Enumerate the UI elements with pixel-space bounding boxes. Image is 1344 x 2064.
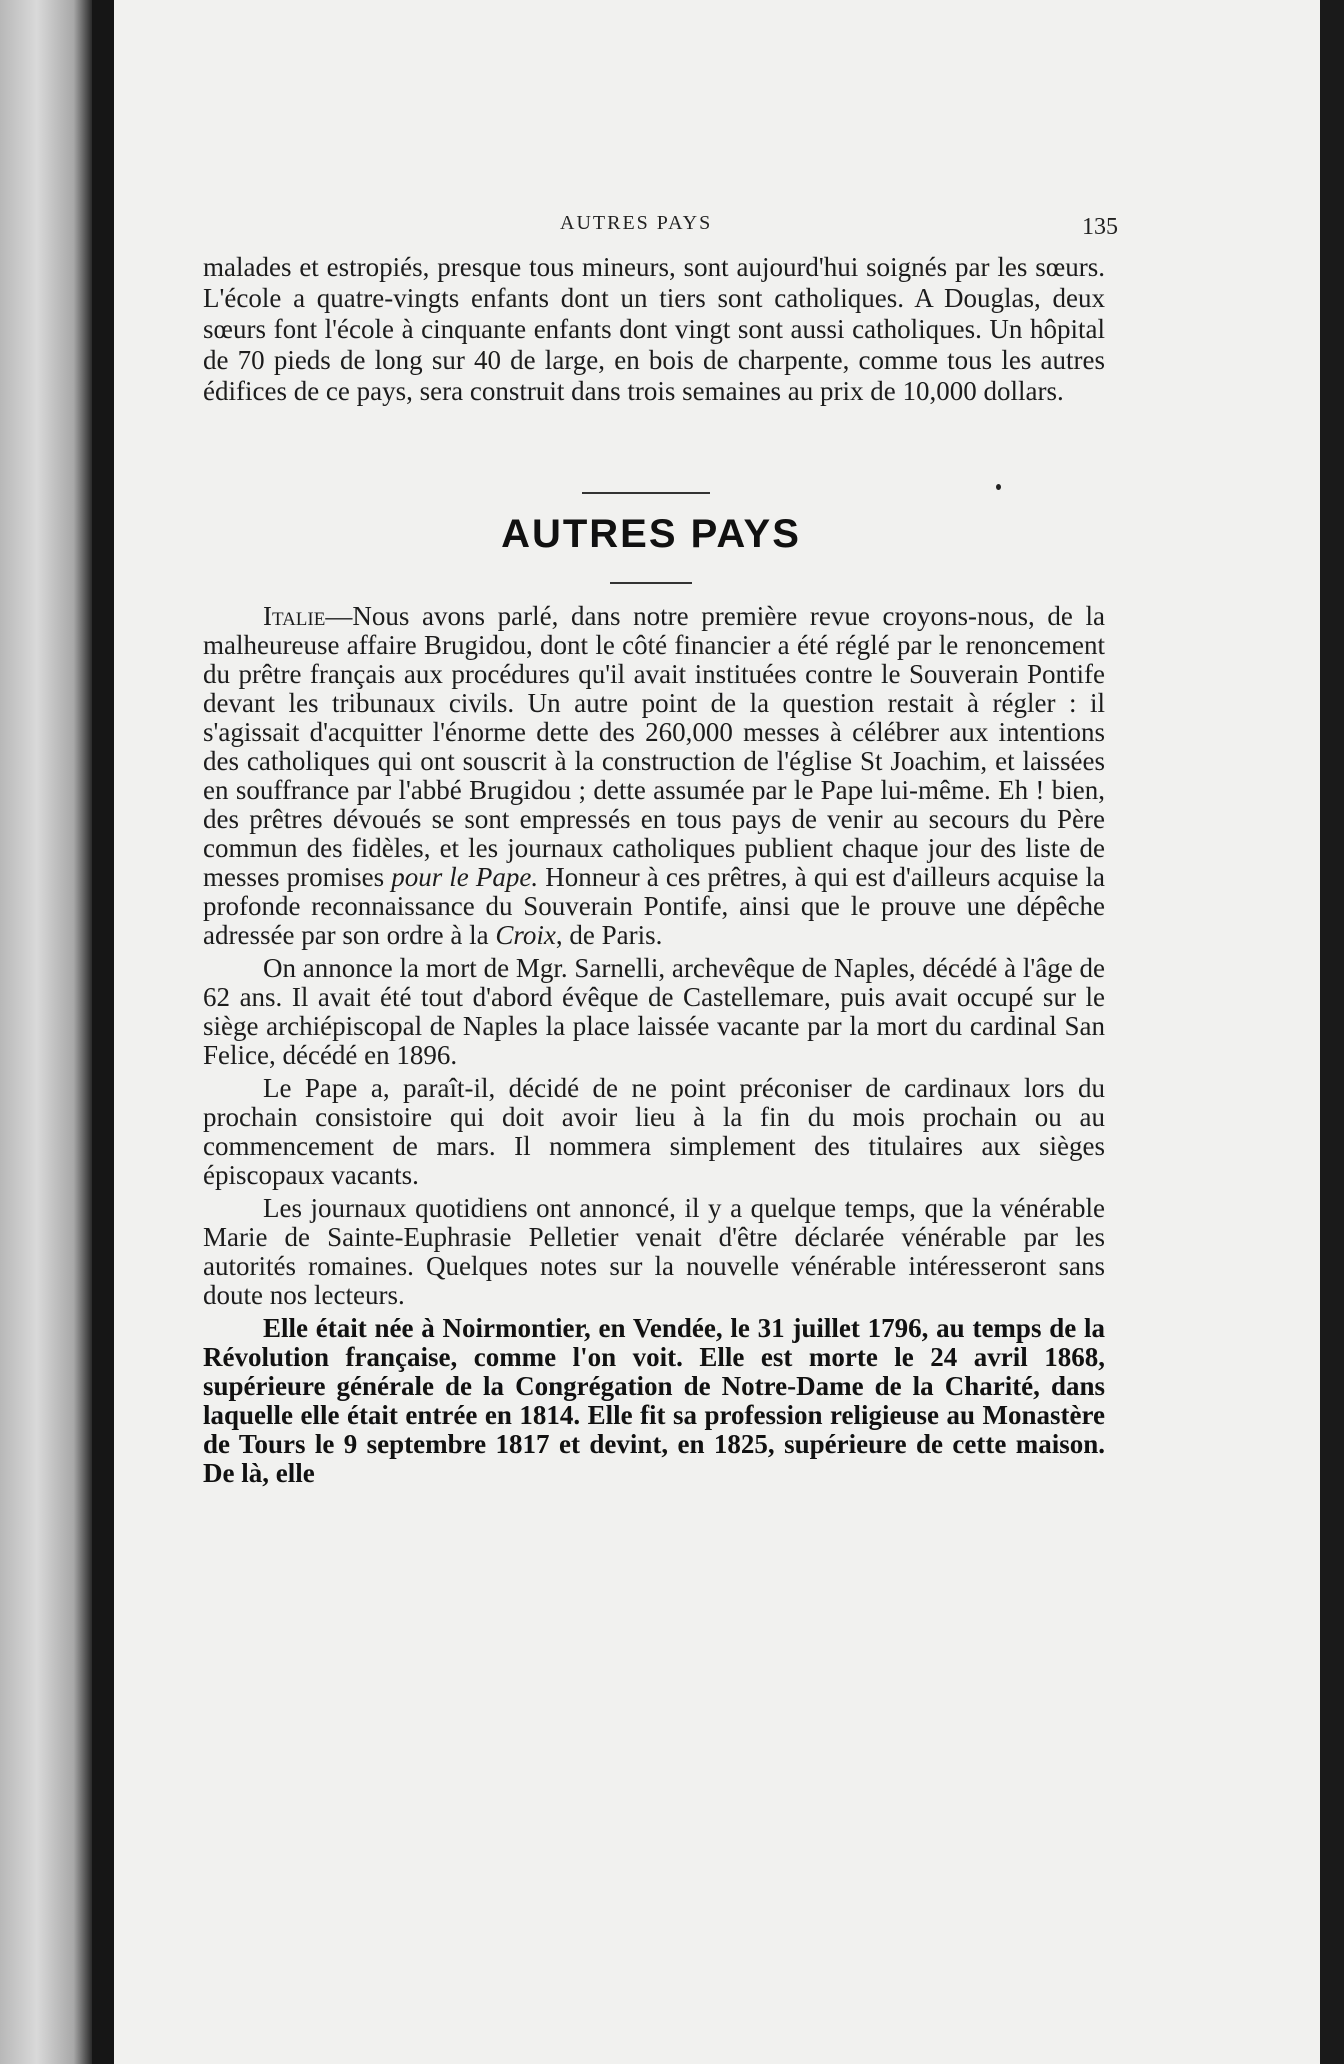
article-body <box>203 602 1105 1492</box>
heading-rule-top <box>582 492 710 494</box>
paragraph-italie-em-1: pour le Pape. <box>391 862 539 892</box>
paragraph-venerable: Les journaux quotidiens ont annoncé, il y a quelque temps, que la vénérable Marie de Sainte-Euphrasie Pelletier venait d'être déclarée vénérable par les autorités romaines. Quelques notes sur la nouvelle vénérable intéresseront sans doute nos lecteurs. <box>203 1193 1105 1310</box>
country-lead: Italie <box>263 601 326 631</box>
adjacent-page-edge <box>0 0 92 2064</box>
paragraph-italie-text-1: —Nous avons parlé, dans notre première revue croyons-nous, de la malheureuse affaire Brugidou, dont le côté financier a été réglé par le renoncement du prêtre français aux procédures qu'il avait instituées contre le Souverain Pontife devant les tribunaux civils. Un autre point de la question restait à régler : il s'agissait d'acquitter l'énorme dette des 260,000 messes à célébrer aux intentions des catholiques qui ont souscrit à la construction de l'église St Joachim, et laissées en souffrance par l'abbé Brugidou ; dette assumée par le Pape lui-même. Eh ! bien, des prêtres dévoués se sont empressés en tous pays de venir au secours du Père commun des fidèles, et les journaux catholiques publient chaque jour des liste de messes promises <box>203 601 1105 892</box>
paragraph-italie-em-2: Croix <box>495 920 556 950</box>
paragraph-sarnelli: On annonce la mort de Mgr. Sarnelli, archevêque de Naples, décédé à l'âge de 62 ans. Il avait été tout d'abord évêque de Castellemare, puis avait occupé sur le siège archiépiscopal de Naples la place laissée vacante par la mort du cardinal San Felice, décédé en 1896. <box>203 953 1105 1070</box>
paragraph-biography: Elle était née à Noirmontier, en Vendée, le 31 juillet 1796, au temps de la Révolution française, comme l'on voit. Elle est morte le 24 avril 1868, supérieure générale de la Congrégation de Notre-Dame de la Charité, dans laquelle elle était entrée en 1814. Elle fit sa profession religieuse au Monastère de Tours le 9 septembre 1817 et devint, en 1825, supérieure de cette maison. De là, elle <box>203 1313 1105 1488</box>
section-heading: AUTRES PAYS <box>501 512 801 556</box>
ink-spot <box>996 484 1001 490</box>
continued-paragraph <box>203 252 1105 407</box>
running-head: AUTRES PAYS <box>560 212 713 234</box>
scan-border <box>1320 0 1344 2064</box>
page-number: 135 <box>1082 214 1118 240</box>
book-spine <box>92 0 114 2064</box>
paragraph-top: malades et estropiés, presque tous mineurs, sont aujourd'hui soignés par les sœurs. L'école a quatre-vingts enfants dont un tiers sont catholiques. A Douglas, deux sœurs font l'école à cinquante enfants dont vingt sont aussi catholiques. Un hôpital de 70 pieds de long sur 40 de large, en bois de charpente, comme tous les autres édifices de ce pays, sera construit dans trois semaines au prix de 10,000 dollars. <box>203 252 1105 406</box>
paragraph-italie-text-2: Honneur à ces prêtres, à qui est d'ailleurs acquise la profonde reconnaissance du Souverain Pontife, ainsi que le prouve une dépêche adressée par son ordre à la <box>203 862 1105 950</box>
paragraph-italie <box>203 602 1105 950</box>
heading-rule-bottom <box>610 582 692 584</box>
paragraph-italie-text-3: , de Paris. <box>555 920 663 950</box>
paragraph-consistoire: Le Pape a, paraît-il, décidé de ne point préconiser de cardinaux lors du prochain consistoire qui doit avoir lieu à la fin du mois prochain ou au commencement de mars. Il nommera simplement des titulaires aux sièges épiscopaux vacants. <box>203 1073 1105 1190</box>
